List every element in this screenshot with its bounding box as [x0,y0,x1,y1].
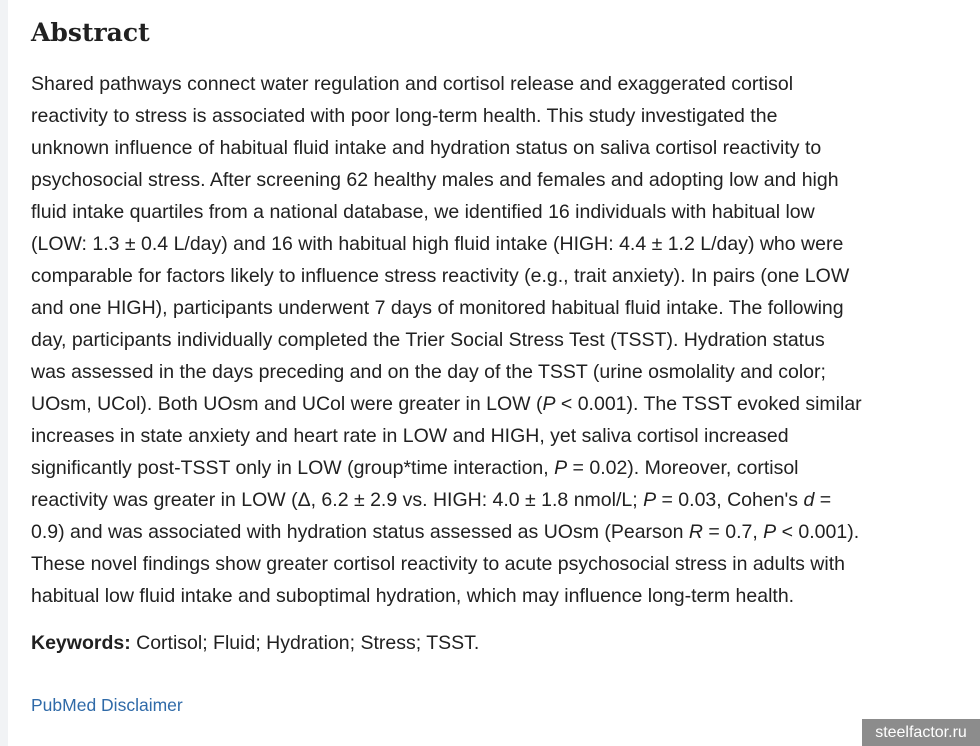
abstract-line [31,516,971,548]
abstract-panel [8,0,980,746]
abstract-text: fluid intake quartiles from a national database, we identified 16 individuals with habitual low [31,201,815,223]
abstract-line [31,324,971,356]
abstract-line [31,420,971,452]
abstract-text: = 0.03, Cohen's [656,489,804,511]
abstract-text: reactivity to stress is associated with poor long-term health. This study investigated the [31,105,778,127]
abstract-line [31,68,971,100]
abstract-text: increases in state anxiety and heart rate in LOW and HIGH, yet saliva cortisol increased [31,425,789,447]
keywords-list: Cortisol; Fluid; Hydration; Stress; TSST. [130,632,480,654]
keywords-label: Keywords: [31,632,131,654]
abstract-italic-symbol: P [643,489,657,511]
abstract-text: = 0.7, [703,521,764,543]
abstract-italic-symbol: P [542,393,556,415]
abstract-text: was assessed in the days preceding and on the day of the TSST (urine osmolality and color; [31,361,826,383]
abstract-text: 0.9) and was associated with hydration status assessed as UOsm (Pearson [31,521,689,543]
abstract-text: and one HIGH), participants underwent 7 days of monitored habitual fluid intake. The following [31,297,844,319]
abstract-italic-symbol: P [554,457,568,479]
abstract-line [31,100,971,132]
abstract-line [31,388,971,420]
abstract-text: habitual low fluid intake and suboptimal hydration, which may influence long-term health. [31,585,795,607]
abstract-text: Shared pathways connect water regulation and cortisol release and exaggerated cortisol [31,73,794,95]
abstract-text: = [814,489,832,511]
abstract-line [31,484,971,516]
abstract-line [31,164,971,196]
watermark: steelfactor.ru [862,719,980,746]
abstract-body [31,68,971,612]
abstract-text: comparable for factors likely to influence stress reactivity (e.g., trait anxiety). In pairs (one LOW [31,265,850,287]
abstract-text: < 0.001). The TSST evoked similar [555,393,862,415]
keywords [31,627,479,659]
abstract-line [31,580,971,612]
abstract-text: day, participants individually completed the Trier Social Stress Test (TSST). Hydration status [31,329,825,351]
pubmed-disclaimer-link[interactable]: PubMed Disclaimer [31,695,183,715]
abstract-heading: Abstract [31,18,150,47]
abstract-line [31,228,971,260]
abstract-line [31,196,971,228]
abstract-text: (LOW: 1.3 ± 0.4 L/day) and 16 with habitual high fluid intake (HIGH: 4.4 ± 1.2 L/day) who were [31,233,844,255]
abstract-text: significantly post-TSST only in LOW (group*time interaction, [31,457,555,479]
abstract-text: These novel findings show greater cortisol reactivity to acute psychosocial stress in adults with [31,553,845,575]
abstract-italic-symbol: d [803,489,815,511]
abstract-line [31,452,971,484]
abstract-text: unknown influence of habitual fluid intake and hydration status on saliva cortisol reactivity to [31,137,822,159]
abstract-text: < 0.001). [776,521,860,543]
abstract-text: reactivity was greater in LOW (Δ, 6.2 ± 2.9 vs. HIGH: 4.0 ± 1.8 nmol/L; [31,489,644,511]
abstract-line [31,356,971,388]
abstract-line [31,548,971,580]
abstract-line [31,292,971,324]
abstract-line [31,132,971,164]
abstract-italic-symbol: P [763,521,777,543]
abstract-text: = 0.02). Moreover, cortisol [567,457,799,479]
abstract-text: psychosocial stress. After screening 62 healthy males and females and adopting low and high [31,169,839,191]
abstract-line [31,260,971,292]
abstract-text: UOsm, UCol). Both UOsm and UCol were greater in LOW ( [31,393,543,415]
abstract-italic-symbol: R [688,521,703,543]
